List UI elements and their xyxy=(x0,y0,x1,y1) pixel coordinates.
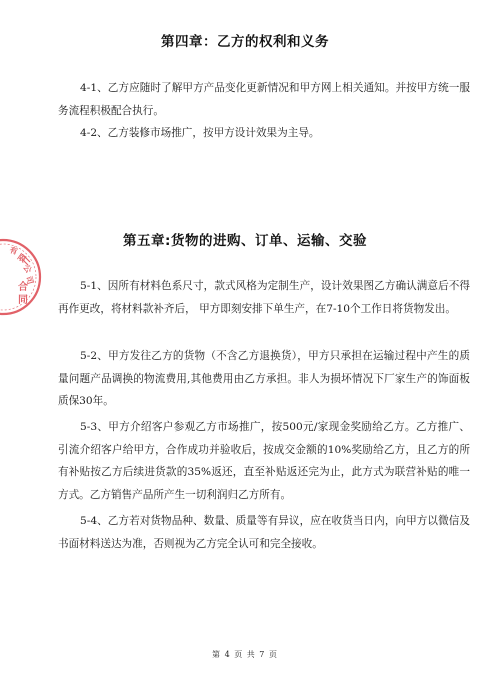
seal-char-5: 合 xyxy=(18,282,28,293)
chapter-5-title: 第五章:货物的进购、订单、运输、交验 xyxy=(123,233,367,249)
seal-char-2: 限 xyxy=(15,252,28,265)
chapter-4-title: 第四章：乙方的权利和义务 xyxy=(161,34,329,50)
seal-char-6: 同 xyxy=(18,295,28,306)
seal-char-3: 公 xyxy=(21,262,34,275)
seal-char-1: 有 xyxy=(8,245,19,257)
paragraph-4-2: 4-2、乙方装修市场推广，按甲方设计效果为主导。 xyxy=(80,127,320,139)
paragraph-5-4: 5-4、乙方若对货物品种、数量、质量等有异议，应在收货当日内，向甲方以微信及书面材料送达为准，否则视为乙方完全认可和完全接收。 xyxy=(58,515,470,550)
paragraph-5-3: 5-3、甲方介绍客户参观乙方市场推广，按500元/家现金奖励给乙方。乙方推广、引流介绍客户给甲方，合作成功并验收后，按成交金额的10%奖励给乙方，且乙方的所有补贴按乙方后续进货款的35%返还，直至补贴返还完为止，此方式为联营补贴的唯一方式。乙方销售产品所产生一切利润归乙方所有。 xyxy=(58,421,470,501)
paragraph-5-1: 5-1、因所有材料色系尺寸，款式风格为定制生产，设计效果图乙方确认满意后不得再作更改，将材料款补齐后， 甲方即刻安排下单生产，在7-10个工作日将货物发出。 xyxy=(58,280,470,315)
paragraph-5-2: 5-2、甲方发往乙方的货物（不含乙方退换货），甲方只承担在运输过程中产生的质量问题产品调换的物流费用,其他费用由乙方承担。非人为损坏情况下厂家生产的饰面板质保30年。 xyxy=(58,350,470,407)
paragraph-4-1: 4-1、乙方应随时了解甲方产品变化更新情况和甲方网上相关通知。并按甲方统一服务流程积极配合执行。 xyxy=(58,82,470,117)
page-number-footer: 第 4 页 共 7 页 xyxy=(212,650,278,659)
seal-char-4: 司 xyxy=(24,275,35,286)
